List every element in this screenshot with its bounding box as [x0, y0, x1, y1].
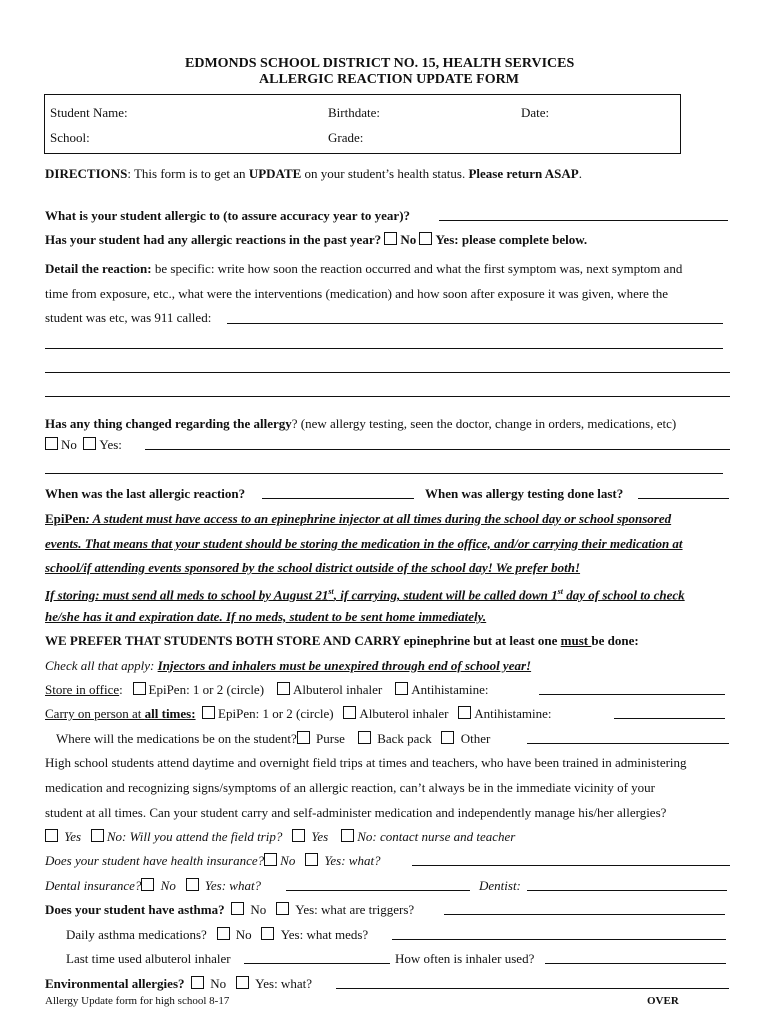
prefer-statement [45, 633, 639, 649]
prefer-text: WE PREFER THAT STUDENTS BOTH STORE AND CARRY epinephrine but at least one [45, 633, 561, 648]
environmental-row [45, 976, 312, 992]
insurance-no-label: No [280, 853, 296, 868]
where-backpack-label: Back pack [377, 731, 432, 746]
epipen-text-4b: , if carrying, student will be called down 1 [333, 587, 558, 603]
asthma-no-checkbox[interactable] [231, 902, 244, 915]
last-albuterol-label: Last time used albuterol inhaler [66, 951, 231, 966]
how-often-field[interactable] [545, 963, 726, 964]
birthdate-label: Birthdate: [328, 105, 380, 120]
epipen-text-1: : A student must have access to an epinephrine injector at all times during the school day or school sponsored [85, 511, 672, 526]
field-trip-yes-label: Yes [311, 829, 329, 844]
field-trip-yes-checkbox[interactable] [292, 829, 305, 842]
asthma-no-label: No [250, 902, 267, 917]
carry-albuterol-checkbox[interactable] [343, 706, 356, 719]
field-trip-no-label: No: contact nurse and teacher [357, 829, 516, 844]
student-name-label: Student Name: [50, 105, 128, 120]
changed-yes-label: Yes: [99, 437, 122, 452]
dentist-field[interactable] [527, 890, 727, 891]
directions-text: : This form is to get an [127, 166, 249, 181]
insurance-row [45, 853, 381, 869]
daily-asthma-question: Daily asthma medications? [66, 927, 207, 942]
footer-over: OVER [647, 995, 679, 1007]
environmental-yes-label: Yes: what? [255, 976, 312, 991]
check-all-note: Injectors and inhalers must be unexpired through end of school year! [157, 658, 532, 673]
changed-field-1[interactable] [145, 449, 730, 450]
dental-row [45, 878, 261, 894]
field-trip-no-checkbox[interactable] [341, 829, 354, 842]
carry-albuterol-label: Albuterol inhaler [359, 706, 449, 721]
directions-text-2: on your student’s health status. [301, 166, 469, 181]
carry-all-times: all times: [144, 706, 196, 721]
insurance-yes-label: Yes: what? [324, 853, 381, 868]
where-other-label: Other [460, 731, 491, 746]
store-colon: : [119, 682, 123, 697]
self-admin-yes-label: Yes [64, 829, 82, 844]
dental-yes-label: Yes: what? [204, 878, 262, 893]
high-school-line-2: medication and recognizing signs/symptoms of an allergic reaction, can’t always be in the immediate vicinity of your [45, 780, 655, 795]
store-albuterol-checkbox[interactable] [277, 682, 290, 695]
dental-no-checkbox[interactable] [141, 878, 154, 891]
epipen-text-4c: day of school to check [563, 587, 685, 603]
environmental-field[interactable] [336, 988, 729, 989]
carry-label: Carry on person at [45, 706, 145, 721]
where-other-field[interactable] [527, 743, 729, 744]
carry-antihistamine-checkbox[interactable] [458, 706, 471, 719]
dental-question: Dental insurance? [45, 878, 142, 893]
insurance-no-checkbox[interactable] [264, 853, 277, 866]
allergic-to-question: What is your student allergic to (to assure accuracy year to year)? [45, 208, 411, 223]
detail-field-1[interactable] [227, 323, 723, 324]
where-purse-checkbox[interactable] [297, 731, 310, 744]
epipen-sup-1: st [328, 587, 334, 596]
detail-line-1 [45, 261, 682, 277]
last-testing-field[interactable] [638, 498, 729, 499]
dental-field[interactable] [286, 890, 470, 891]
directions-label: DIRECTIONS [45, 166, 128, 181]
self-admin-no-checkbox[interactable] [91, 829, 104, 842]
changed-yes-checkbox[interactable] [83, 437, 96, 450]
detail-line-3: student was etc, was 911 called: [45, 310, 212, 325]
where-row [56, 731, 490, 747]
carry-epipen-label: EpiPen: 1 or 2 (circle) [218, 706, 334, 721]
school-label: School: [50, 130, 90, 145]
store-epipen-checkbox[interactable] [133, 682, 146, 695]
insurance-field[interactable] [412, 865, 730, 866]
detail-line-2: time from exposure, etc., what were the interventions (medication) and how soon after exposure it was given, where the [45, 286, 669, 301]
epipen-sup-2: st [557, 587, 563, 596]
store-epipen-label: EpiPen: 1 or 2 (circle) [148, 682, 265, 697]
where-other-checkbox[interactable] [441, 731, 454, 744]
insurance-question: Does your student have health insurance? [45, 853, 265, 868]
epipen-line-4 [45, 584, 685, 603]
dentist-label: Dentist: [479, 878, 521, 893]
past-year-no-checkbox[interactable] [384, 232, 397, 245]
allergic-to-field[interactable] [439, 220, 728, 221]
epipen-line-2: events. That means that your student should be storing the medication in the office, and/or carrying their medication at [45, 536, 683, 551]
directions-end: . [578, 166, 582, 181]
epipen-line-3: school/if attending events sponsored by the school district outside of the school day! We prefer both! [45, 560, 581, 575]
detail-text: be specific: write how soon the reaction occurred and what the first symptom was, next symptom and [151, 261, 683, 276]
environmental-question: Environmental allergies? [45, 976, 185, 991]
store-row [45, 682, 488, 698]
epipen-label: EpiPen [45, 511, 86, 526]
changed-options [45, 437, 122, 453]
header-title: EDMONDS SCHOOL DISTRICT NO. 15, HEALTH SERVICES [185, 56, 575, 71]
asthma-question: Does your student have asthma? [45, 902, 225, 917]
where-backpack-checkbox[interactable] [358, 731, 371, 744]
directions [45, 166, 582, 182]
past-year-yes-checkbox[interactable] [419, 232, 432, 245]
environmental-yes-checkbox[interactable] [236, 976, 249, 989]
carry-row [45, 706, 552, 722]
past-year-question: Has your student had any allergic reactions in the past year? [45, 232, 382, 247]
store-albuterol-label: Albuterol inhaler [293, 682, 383, 697]
store-antihistamine-label: Antihistamine: [411, 682, 489, 697]
high-school-line-1: High school students attend daytime and overnight field trips at times and teachers, who have been trained in administering [45, 755, 687, 770]
check-all-line [45, 658, 531, 674]
changed-field-2[interactable] [45, 473, 723, 474]
daily-asthma-meds-field[interactable] [392, 939, 726, 940]
last-albuterol-field[interactable] [244, 963, 390, 964]
daily-asthma-no-label: No [235, 927, 252, 942]
where-question: Where will the medications be on the student? [56, 731, 297, 746]
carry-epipen-checkbox[interactable] [202, 706, 215, 719]
where-purse-label: Purse [316, 731, 345, 746]
epipen-line-5: he/she has it and expiration date. If no meds, student to be sent home immediately. [45, 609, 487, 624]
directions-return: Please return ASAP [468, 166, 579, 181]
prefer-must: must [560, 633, 592, 648]
self-admin-row [45, 829, 515, 845]
store-antihistamine-field[interactable] [539, 694, 725, 695]
detail-label: Detail the reaction: [45, 261, 152, 276]
insurance-yes-checkbox[interactable] [305, 853, 318, 866]
changed-question [45, 416, 676, 432]
check-all-label: Check all that apply: [45, 658, 158, 673]
prefer-text-end: be done: [591, 633, 639, 648]
carry-antihistamine-label: Antihistamine: [474, 706, 552, 721]
past-year-no-label: No [400, 232, 417, 247]
carry-antihistamine-field[interactable] [614, 718, 725, 719]
form-title: ALLERGIC REACTION UPDATE FORM [259, 72, 519, 87]
dental-yes-checkbox[interactable] [186, 878, 199, 891]
changed-no-checkbox[interactable] [45, 437, 58, 450]
environmental-no-label: No [210, 976, 227, 991]
footer-form-id: Allergy Update form for high school 8-17 [45, 995, 230, 1007]
self-admin-no-label: No: Will you attend the field trip? [106, 829, 283, 844]
asthma-yes-checkbox[interactable] [276, 902, 289, 915]
changed-label: Has any thing changed regarding the allergy [45, 416, 292, 431]
asthma-triggers-field[interactable] [444, 914, 725, 915]
past-year-row [45, 232, 587, 248]
environmental-no-checkbox[interactable] [191, 976, 204, 989]
epipen-line-1 [45, 511, 671, 527]
date-label: Date: [521, 105, 550, 120]
last-reaction-label: When was the last allergic reaction? [45, 486, 246, 501]
daily-asthma-row [66, 927, 368, 943]
detail-field-2[interactable] [45, 348, 723, 349]
detail-field-4[interactable] [45, 396, 730, 397]
daily-asthma-yes-checkbox[interactable] [261, 927, 274, 940]
directions-update: UPDATE [248, 166, 302, 181]
how-often-label: How often is inhaler used? [395, 951, 535, 966]
daily-asthma-no-checkbox[interactable] [217, 927, 230, 940]
past-year-yes-label: Yes: please complete below. [435, 232, 588, 247]
asthma-row [45, 902, 414, 918]
store-label: Store in office [45, 682, 120, 697]
dental-no-label: No [160, 878, 176, 893]
epipen-text-4a: If storing: must send all meds to school by August 21 [45, 587, 329, 603]
detail-field-3[interactable] [45, 372, 730, 373]
changed-no-label: No [61, 437, 77, 452]
asthma-yes-label: Yes: what are triggers? [295, 902, 415, 917]
last-reaction-field[interactable] [262, 498, 414, 499]
daily-asthma-yes-label: Yes: what meds? [280, 927, 369, 942]
self-admin-yes-checkbox[interactable] [45, 829, 58, 842]
store-antihistamine-checkbox[interactable] [395, 682, 408, 695]
grade-label: Grade: [328, 130, 364, 145]
last-testing-label: When was allergy testing done last? [425, 486, 624, 501]
changed-text: ? (new allergy testing, seen the doctor, change in orders, medications, etc) [291, 416, 677, 431]
high-school-line-3: student at all times. Can your student carry and self-administer medication and independently manage his/her allergies? [45, 805, 667, 820]
